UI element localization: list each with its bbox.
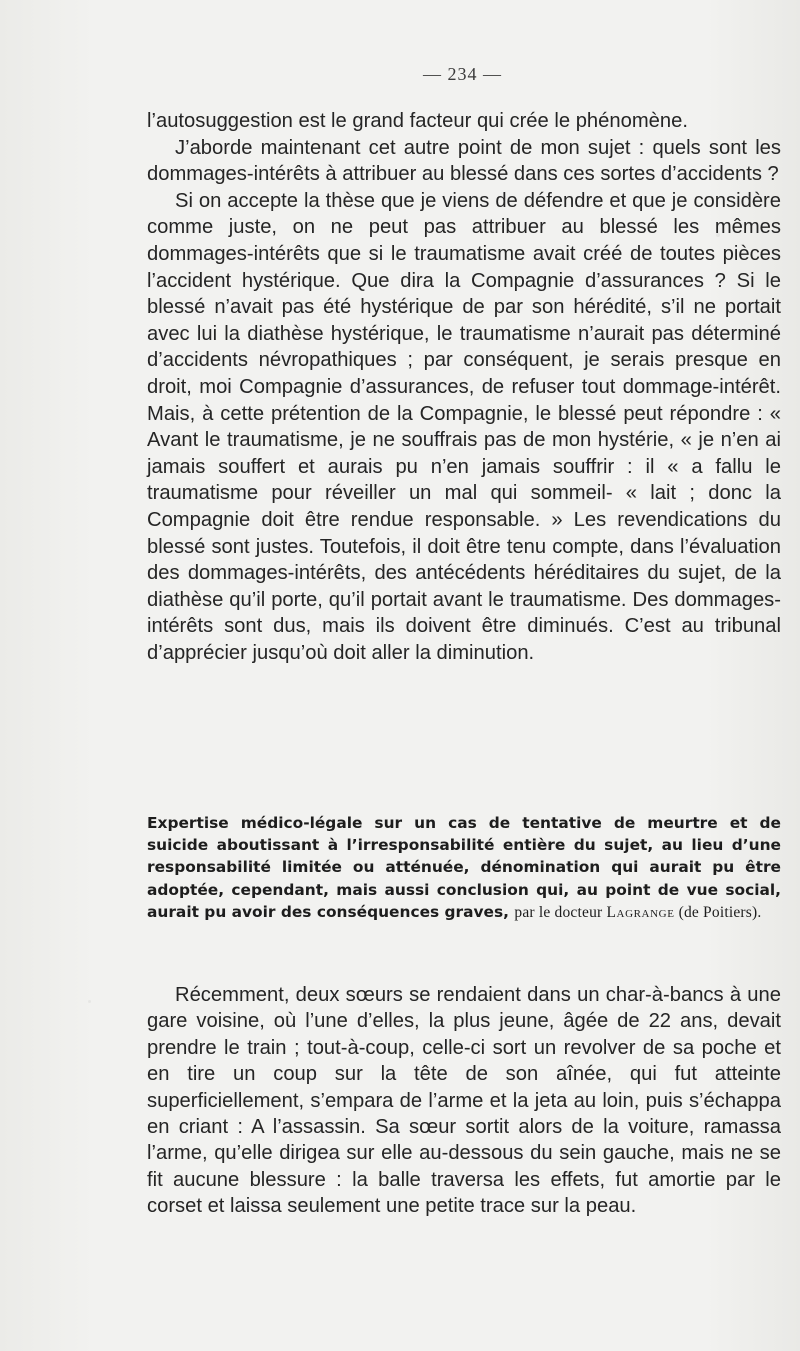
page-number: — 234 —: [423, 64, 502, 84]
author-line: [514, 904, 761, 921]
section-title: Expertise médico-légale sur un cas de tentative de meurtre et de suicide aboutissant à l’irresponsabilité entière du sujet, au lieu d’une responsabilité limitée ou atténuée, dénomination qui aurait pu être adoptée, cependant, mais aussi conclusion qui, au point de vue social, aurait pu avoir des conséquences graves,: [147, 814, 781, 921]
main-body-text: [147, 108, 781, 666]
paragraph-autosuggestion: l’autosuggestion est le grand facteur qui crée le phénomène.: [147, 110, 688, 132]
author-name: Lagrange: [606, 903, 675, 921]
author-prefix: par le docteur: [514, 903, 603, 921]
paragraph-damages-argument: Si on accepte la thèse que je viens de défendre et que je considère comme juste, on ne peut pas attribuer au blessé les mêmes dommages-intérêts que si le traumatisme avait créé de toutes pièces l’accident hystérique. Que dira la Compagnie d’assurances ? Si le blessé n’avait pas été hystérique de par son hérédité, s’il ne portait avec lui la diathèse hystérique, le traumatisme n’aurait pas déterminé d’accidents névropathiques ; par conséquent, je serais presque en droit, moi Compagnie d’assurances, de refuser tout dommage-intérêt. Mais, à cette prétention de la Compagnie, le blessé peut répondre : « Avant le traumatisme, je ne souffrais pas de mon hystérie, « je n’en ai jamais souffert et aurais pu n’en jamais souffrir : il « a fallu le traumatisme pour réveiller un mal qui sommeil- « lait ; donc la Compagnie doit être rendue responsable. » Les revendications du blessé sont justes. Toutefois, il doit être tenu compte, dans l’évaluation des dommages-intérêts, des antécédents héréditaires du sujet, de la diathèse qu’il porte, qu’il portait avant le traumatisme. Des dommages-intérêts sont dus, mais ils doivent être diminués. C’est au tribunal d’apprécier jusqu’où doit aller la diminution.: [147, 189, 781, 664]
case-description-text: [147, 982, 781, 1220]
paragraph-damages-question: J’aborde maintenant cet autre point de mon sujet : quels sont les dommages-intérêts à attribuer au blessé dans ces sortes d’accidents ?: [147, 136, 781, 186]
paragraph-case-description: Récemment, deux sœurs se rendaient dans un char-à-bancs à une gare voisine, où l’une d’elles, la plus jeune, âgée de 22 ans, devait prendre le train ; tout-à-coup, celle-ci sort un revolver de sa poche et en tire un coup sur la tête de son aînée, qui fut atteinte superficiellement, s’empara de l’arme et la jeta au loin, puis s’échappa en criant : A l’assassin. Sa sœur sortit alors de la voiture, ramassa l’arme, qu’elle dirigea sur elle au-dessous du sein gauche, mais ne se fit aucune blessure : la balle traversa les effets, fut amortie par le corset et laissa seulement une petite trace sur la peau.: [147, 984, 781, 1218]
section-heading: [147, 812, 781, 924]
paper-speck: [88, 1000, 91, 1003]
author-place: (de Poitiers).: [678, 903, 762, 921]
